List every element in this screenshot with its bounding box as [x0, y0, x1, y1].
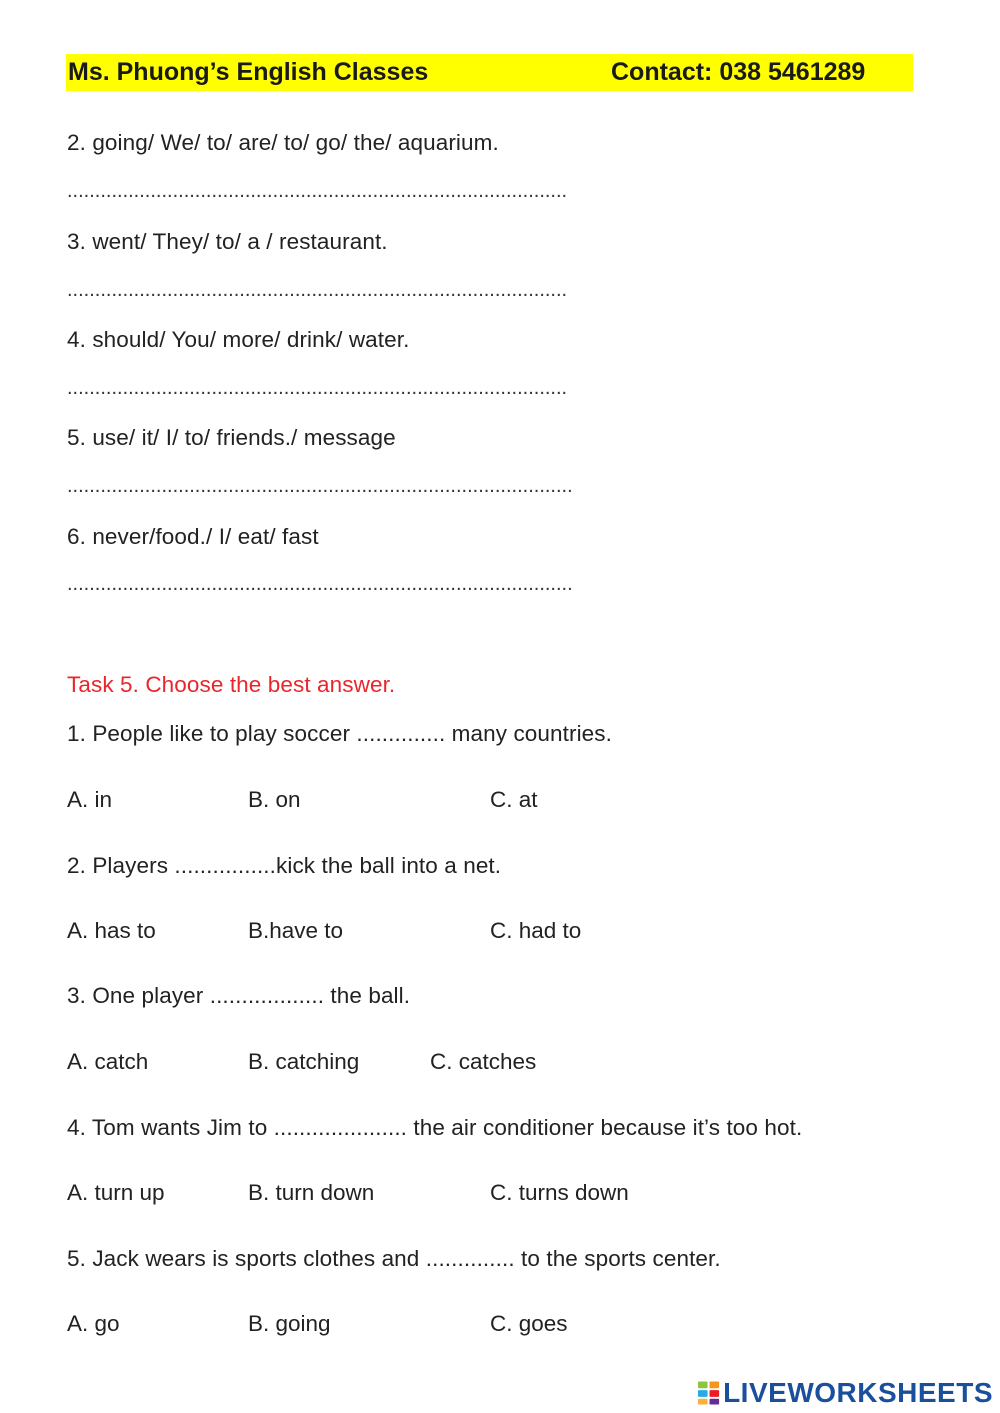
question-3-option-a[interactable]: A. catch	[67, 1049, 149, 1074]
question-1-option-b[interactable]: B. on	[248, 787, 301, 812]
liveworksheets-logo-icon	[697, 1380, 720, 1406]
question-1-option-c[interactable]: C. at	[490, 787, 538, 812]
question-2-option-c[interactable]: C. had to	[490, 918, 582, 943]
question-1: 1. People like to play soccer .............. many countries.	[67, 721, 612, 746]
answer-line-2[interactable]: ..........................................................................................	[67, 180, 568, 202]
question-2-option-a[interactable]: A. has to	[67, 918, 156, 943]
reorder-item-5: 5. use/ it/ I/ to/ friends./ message	[67, 425, 396, 450]
question-2: 2. Players ................kick the ball into a net.	[67, 853, 502, 878]
header-banner	[66, 54, 913, 91]
question-3: 3. One player .................. the ball.	[67, 983, 411, 1008]
question-4-option-a[interactable]: A. turn up	[67, 1180, 165, 1205]
reorder-item-4: 4. should/ You/ more/ drink/ water.	[67, 327, 410, 352]
question-2-option-b[interactable]: B.have to	[248, 918, 344, 943]
reorder-item-2: 2. going/ We/ to/ are/ to/ go/ the/ aquarium.	[67, 130, 499, 155]
question-3-option-c[interactable]: C. catches	[430, 1049, 537, 1074]
answer-line-5[interactable]: ...........................................................................................	[67, 475, 573, 497]
reorder-item-3: 3. went/ They/ to/ a / restaurant.	[67, 229, 388, 254]
question-4-option-b[interactable]: B. turn down	[248, 1180, 375, 1205]
answer-line-3[interactable]: ..........................................................................................	[67, 279, 568, 301]
task5-heading: Task 5. Choose the best answer.	[67, 672, 396, 697]
question-4: 4. Tom wants Jim to ..................... the air conditioner because it’s too hot.	[67, 1115, 803, 1140]
question-1-option-a[interactable]: A. in	[67, 787, 113, 812]
question-4-option-c[interactable]: C. turns down	[490, 1180, 629, 1205]
contact-info: Contact: 038 5461289	[611, 58, 866, 86]
question-5-option-b[interactable]: B. going	[248, 1311, 331, 1336]
liveworksheets-logo[interactable]	[697, 1376, 993, 1410]
answer-line-6[interactable]: ...........................................................................................	[67, 573, 573, 595]
question-5: 5. Jack wears is sports clothes and .............. to the sports center.	[67, 1246, 721, 1271]
class-title: Ms. Phuong’s English Classes	[68, 58, 429, 86]
reorder-item-6: 6. never/food./ I/ eat/ fast	[67, 524, 319, 549]
question-5-option-a[interactable]: A. go	[67, 1311, 120, 1336]
question-3-option-b[interactable]: B. catching	[248, 1049, 360, 1074]
answer-line-4[interactable]: ..........................................................................................	[67, 377, 568, 399]
logo-wordmark: LIVEWORKSHEETS	[723, 1377, 993, 1408]
question-5-option-c[interactable]: C. goes	[490, 1311, 568, 1336]
